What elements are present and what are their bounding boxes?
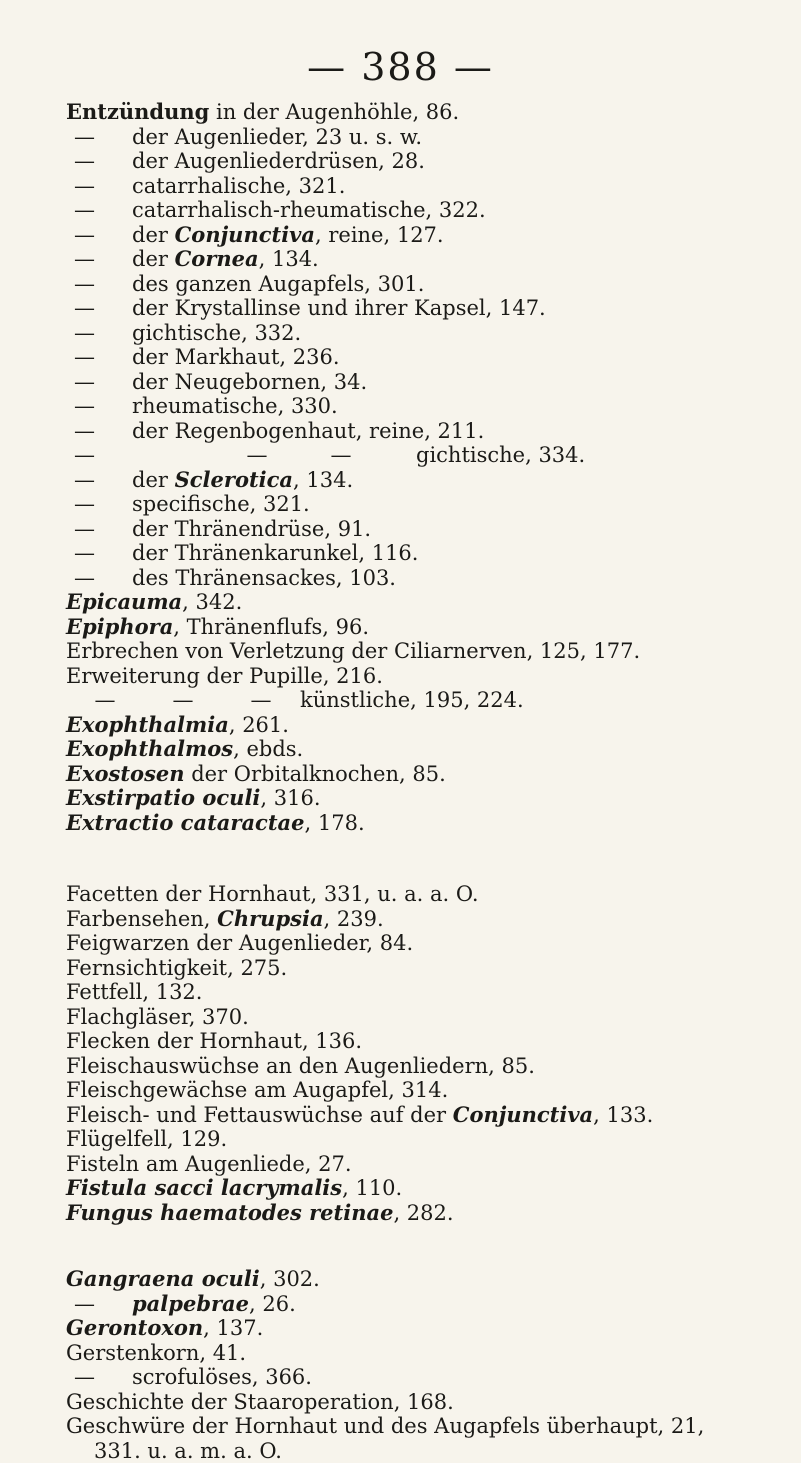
index-subentry [66,492,786,517]
entry-text: , 302. [260,1267,320,1291]
index-entry [66,664,786,689]
index-entry [66,1341,786,1366]
index-subentry [66,296,786,321]
page-number: — 388 — [0,48,801,86]
entry-text: künstliche, 195, 224. [300,688,524,712]
entry-text: der Thränendrüse, 91. [132,517,371,541]
latin-term: Gerontoxon [66,1315,203,1340]
index-entry [66,1201,786,1226]
index-entry [66,1152,786,1177]
entry-text: , 282. [393,1201,453,1225]
latin-term: Epicauma [66,589,182,614]
index-entry [66,100,786,125]
latin-term: Exstirpatio oculi [66,785,260,810]
index-entry [66,762,786,787]
index-subentry [66,174,786,199]
section-g [66,1267,786,1463]
repeat-dash: — [74,198,95,223]
repeat-dash: — [74,174,95,199]
entry-text: der Orbitalknochen, 85. [185,762,446,786]
index-subentry [66,247,786,272]
latin-term: Epiphora [66,614,173,639]
latin-term: Fistula sacci lacrymalis [66,1175,342,1200]
index-entry [66,931,786,956]
repeat-dash: — [74,247,95,272]
repeat-dash: — [74,419,95,444]
entry-text: der Augenliederdrüsen, 28. [132,149,425,173]
section-e [66,100,786,835]
entry-text: specifische, 321. [132,492,310,516]
headword: Entzündung [66,99,209,124]
entry-text: Fleisch- und Fettauswüchse auf der [66,1103,453,1127]
entry-text: Gerstenkorn, 41. [66,1341,246,1365]
entry-text: Fisteln am Augenliede, 27. [66,1152,352,1176]
index-body [66,100,786,1463]
entry-text: scrofulöses, 366. [132,1365,312,1389]
entry-text: , reine, 127. [315,223,444,247]
latin-term: Conjunctiva [175,222,315,247]
index-subentry [66,517,786,542]
section-f [66,882,786,1225]
entry-text: gichtische, 334. [416,443,585,467]
repeat-dash: — [74,321,95,346]
entry-text: der [132,468,175,492]
repeat-dash: — [74,492,95,517]
entry-text: , 178. [305,811,365,835]
index-entry [66,737,786,762]
entry-text: Fleischauswüchse an den Augenliedern, 85. [66,1054,535,1078]
entry-text: , ebds. [233,737,303,761]
index-entry [66,1176,786,1201]
repeat-dash: — [74,345,95,370]
index-entry [66,1078,786,1103]
latin-term: Cornea [175,246,259,271]
latin-term: Extractio cataractae [66,810,305,835]
entry-text: der Neugebornen, 34. [132,370,367,394]
entry-text: Fettfell, 132. [66,980,202,1004]
repeat-dash: — [144,688,222,713]
entry-text: Feigwarzen der Augenlieder, 84. [66,931,413,955]
repeat-dash: — [74,272,95,297]
index-entry [66,615,786,640]
index-subentry [66,1292,786,1317]
index-subentry [66,125,786,150]
latin-term: Exostosen [66,761,185,786]
index-subentry [66,370,786,395]
entry-text: , 134. [293,468,353,492]
repeat-dash: — [222,688,300,713]
entry-text: Farbensehen, [66,907,217,931]
repeat-dash: — [74,394,95,419]
index-entry [66,956,786,981]
index-entry [66,1267,786,1292]
entry-text: Flachgläser, 370. [66,1005,249,1029]
repeat-dash: — [74,566,95,591]
repeat-dash: — [74,517,95,542]
index-subentry [66,541,786,566]
section-gap [66,835,786,882]
entry-text: der [132,223,175,247]
latin-term: Exophthalmia [66,712,229,737]
index-entry [66,1005,786,1030]
index-subentry [66,1365,786,1390]
entry-text: , 316. [260,786,320,810]
index-entry [66,1390,786,1415]
entry-text: , 342. [182,590,242,614]
entry-text: Flügelfell, 129. [66,1127,227,1151]
index-subentry [66,345,786,370]
index-entry [66,1316,786,1341]
repeat-dash: — [74,149,95,174]
index-subentry [66,468,786,493]
index-subentry [66,321,786,346]
index-entry [66,713,786,738]
entry-text: des Thränensackes, 103. [132,566,396,590]
latin-term: Fungus haematodes retinae [66,1200,393,1225]
index-subentry [66,149,786,174]
repeat-dash: — [74,125,95,150]
entry-text: , 261. [229,713,289,737]
repeat-dash: — [74,541,95,566]
index-entry [66,1029,786,1054]
latin-term: Exophthalmos [66,736,233,761]
latin-term: palpebrae [132,1291,249,1316]
entry-text: Geschwüre der Hornhaut und des Augapfels überhaupt, 21, [66,1414,704,1438]
entry-text: Erbrechen von Verletzung der Ciliarnerven, 125, 177. [66,639,640,663]
repeat-dash: — [74,223,95,248]
repeat-dash: — [66,688,144,713]
entry-text: der Markhaut, 236. [132,345,340,369]
entry-text: rheumatische, 330. [132,394,338,418]
entry-text: der Krystallinse und ihrer Kapsel, 147. [132,296,546,320]
index-entry [66,882,786,907]
entry-text: catarrhalische, 321. [132,174,345,198]
entry-text: Flecken der Hornhaut, 136. [66,1029,362,1053]
index-entry [66,639,786,664]
index-entry [66,1103,786,1128]
latin-term: Sclerotica [175,467,293,492]
index-subentry [66,223,786,248]
index-entry [66,980,786,1005]
index-subentry [66,443,786,468]
entry-text: Geschichte der Staaroperation, 168. [66,1390,454,1414]
entry-text: der Thränenkarunkel, 116. [132,541,418,565]
index-subentry [66,419,786,444]
index-entry [66,811,786,836]
entry-text: Fernsichtigkeit, 275. [66,956,287,980]
entry-text: , 239. [324,907,384,931]
index-entry [66,786,786,811]
entry-text: der [132,247,175,271]
entry-text: Fleischgewächse am Augapfel, 314. [66,1078,448,1102]
index-subentry [66,688,786,713]
repeat-dash: — [74,296,95,321]
repeat-dash: — [74,468,95,493]
entry-text: Facetten der Hornhaut, 331, u. a. a. O. [66,882,479,906]
repeat-dash: — [74,1365,95,1390]
entry-text: des ganzen Augapfels, 301. [132,272,424,296]
entry-text: der Augenlieder, 23 u. s. w. [132,125,422,149]
entry-text: , 26. [249,1292,296,1316]
repeat-dash: — [74,443,95,468]
entry-text: catarrhalisch-rheumatische, 322. [132,198,486,222]
index-subentry [66,198,786,223]
entry-text: gichtische, 332. [132,321,301,345]
index-subentry [66,1439,786,1463]
index-entry [66,1054,786,1079]
entry-text: , 133. [593,1103,653,1127]
index-subentry [66,394,786,419]
entry-text: Erweiterung der Pupille, 216. [66,664,383,688]
index-entry [66,907,786,932]
repeat-dash: — [234,443,280,468]
section-gap [66,1225,786,1267]
index-entry [66,1127,786,1152]
latin-term: Chrupsia [217,906,323,931]
index-subentry [66,566,786,591]
repeat-dash: — [74,1292,95,1317]
index-subentry [66,272,786,297]
entry-text: in der Augenhöhle, 86. [209,100,459,124]
index-entry [66,1414,786,1439]
entry-text: der Regenbogenhaut, reine, 211. [132,419,484,443]
repeat-dash: — [74,370,95,395]
entry-text: , Thränenflufs, 96. [173,615,369,639]
index-entry [66,590,786,615]
latin-term: Gangraena oculi [66,1266,260,1291]
entry-text: , 137. [203,1316,263,1340]
entry-text: 331. u. a. m. a. O. [94,1439,282,1463]
entry-text: , 110. [342,1176,402,1200]
latin-term: Conjunctiva [453,1102,593,1127]
entry-text: , 134. [259,247,319,271]
repeat-dash: — [318,443,364,468]
